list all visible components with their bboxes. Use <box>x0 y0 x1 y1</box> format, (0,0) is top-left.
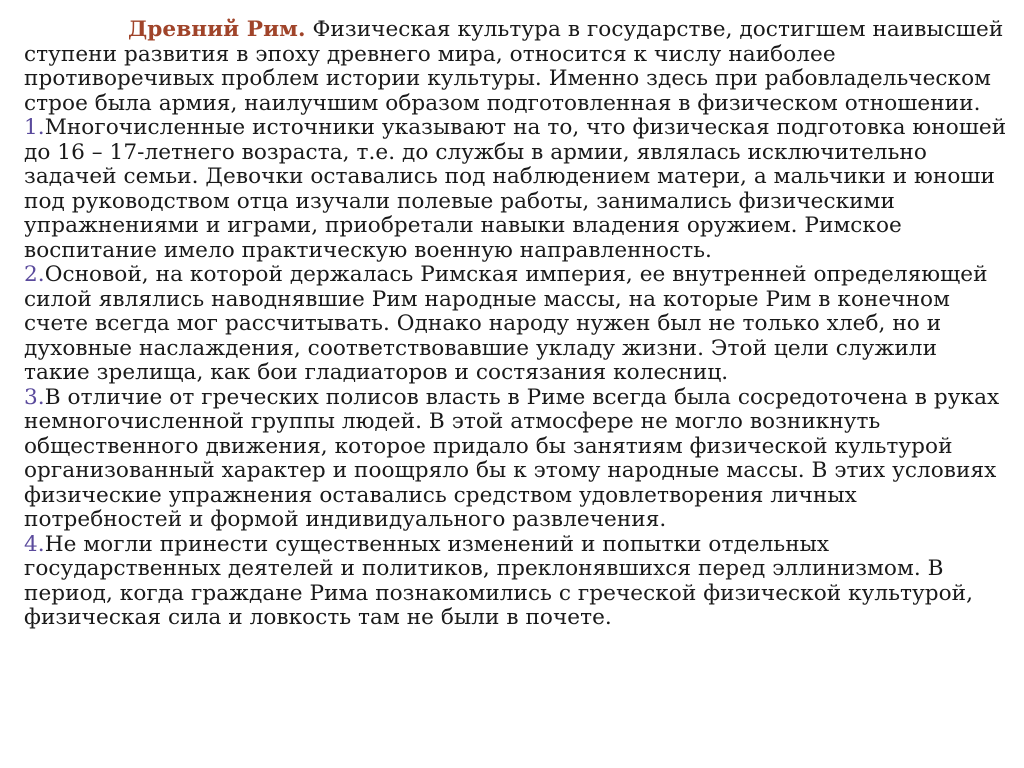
intro-text: Физическая культура в государстве, достигшем наивысшей ступени развития в эпоху древнего мира, относится к числу наиболее противоречивых проблем истории культуры. Именно здесь при рабовладельческом строе была армия, наилучшим образом подготовленная в физическом отношении. <box>24 17 1004 116</box>
item-number: 1. <box>24 115 45 140</box>
item-text: Не могли принести существенных изменений и попытки отдельных государственных деятелей и политиков, преклонявшихся перед эллинизмом. В период, когда граждане Рима познакомились с греческой физической культурой, физическая сила и ловкость там не были в почете. <box>24 531 974 630</box>
item-text: Основой, на которой держалась Римская империя, ее внутренней определяющей силой являлись наводнявшие Рим народные массы, на которые Рим в конечном счете всегда мог рассчитывать. Однако народу нужен был не только хлеб, но и духовные наслаждения, соответствовавшие укладу жизни. Этой цели служили такие зрелища, как бои гладиаторов и состязания колесниц. <box>24 262 988 385</box>
item-text: В отличие от греческих полисов власть в Риме всегда была сосредоточена в руках немногочисленной группы людей. В этой атмосфере не могло возникнуть общественного движения, которое придало бы занятиям физической культурой организованный характер и поощряло бы к этому народные массы. В этих условиях физические упражнения оставались средством удовлетворения личных потребностей и формой индивидуального развлечения. <box>24 384 1000 532</box>
item-number: 2. <box>24 262 45 287</box>
slide-body <box>24 18 1008 631</box>
item-number: 4. <box>24 531 45 557</box>
list-item-3 <box>24 386 1008 533</box>
list-item-1 <box>24 116 1008 263</box>
list-item-4 <box>24 533 1008 631</box>
intro-paragraph <box>24 18 1008 116</box>
list-item-2 <box>24 263 1008 386</box>
item-number: 3. <box>24 384 45 410</box>
slide-title: Древний Рим. <box>128 17 306 42</box>
item-text: Многочисленные источники указывают на то, что физическая подготовка юношей до 16 – 17-летнего возраста, т.е. до службы в армии, являлась исключительно задачей семьи. Девочки оставались под наблюдением матери, а мальчики и юноши под руководством отца изучали полевые работы, занимались физическими упражнениями и играми, приобретали навыки владения оружием. Римское воспитание имело практическую военную направленность. <box>24 115 1007 263</box>
